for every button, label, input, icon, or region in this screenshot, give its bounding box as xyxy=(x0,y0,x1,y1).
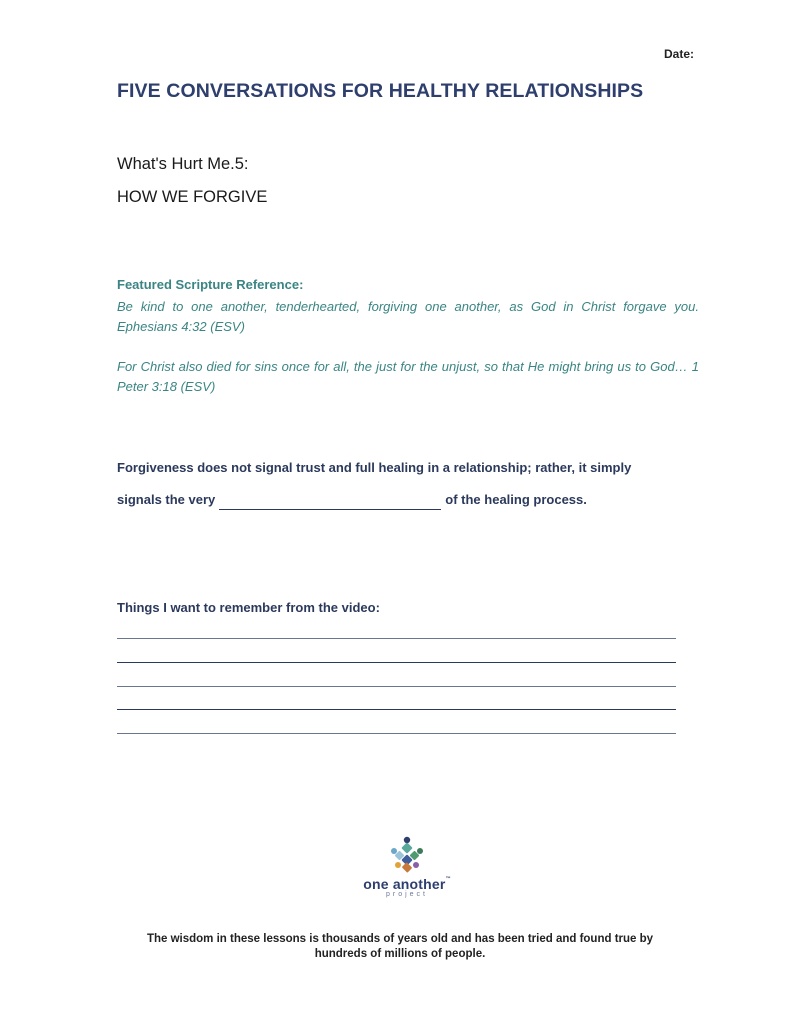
logo-subtitle: project xyxy=(385,891,428,898)
note-line-1[interactable] xyxy=(117,638,676,639)
note-line-5[interactable] xyxy=(117,733,676,734)
logo-brand-text: one another xyxy=(363,876,446,892)
lesson-name: What's Hurt Me.5: xyxy=(117,155,249,173)
footer-line-2: hundreds of millions of people. xyxy=(314,948,486,960)
one-another-logo xyxy=(352,834,462,898)
date-label: Date: xyxy=(664,47,695,61)
scripture-verse-1: Be kind to one another, tenderhearted, forgiving one another, as God in Christ forgave you. Ephesians 4:32 (ESV) xyxy=(117,299,699,334)
scripture-verse-2: For Christ also died for sins once for all, the just for the unjust, so that He might bring us to God… 1 Peter 3:18 (ESV) xyxy=(117,359,699,394)
logo-brand xyxy=(352,876,462,892)
note-line-4[interactable] xyxy=(117,709,676,710)
fill-in-blank[interactable] xyxy=(219,495,441,510)
statement-after-blank: of the healing process. xyxy=(445,492,587,507)
footer-text xyxy=(120,932,680,962)
people-cluster-icon xyxy=(387,834,427,874)
trademark-mark: ™ xyxy=(445,876,451,882)
statement-before-blank: signals the very xyxy=(117,492,216,507)
lesson-subtitle: HOW WE FORGIVE xyxy=(117,188,268,206)
scripture-section xyxy=(117,277,699,397)
statement-line-1: Forgiveness does not signal trust and full healing in a relationship; rather, it simply xyxy=(117,460,632,475)
note-line-2[interactable] xyxy=(117,662,676,663)
statement-line-2 xyxy=(117,490,677,510)
scripture-heading: Featured Scripture Reference: xyxy=(117,277,304,292)
footer-line-1: The wisdom in these lessons is thousands of years old and has been tried and found true by xyxy=(146,933,654,945)
notes-label: Things I want to remember from the video: xyxy=(117,600,380,615)
page-title: FIVE CONVERSATIONS FOR HEALTHY RELATIONSHIPS xyxy=(117,80,644,102)
fill-in-statement xyxy=(117,458,677,510)
note-line-3[interactable] xyxy=(117,686,676,687)
